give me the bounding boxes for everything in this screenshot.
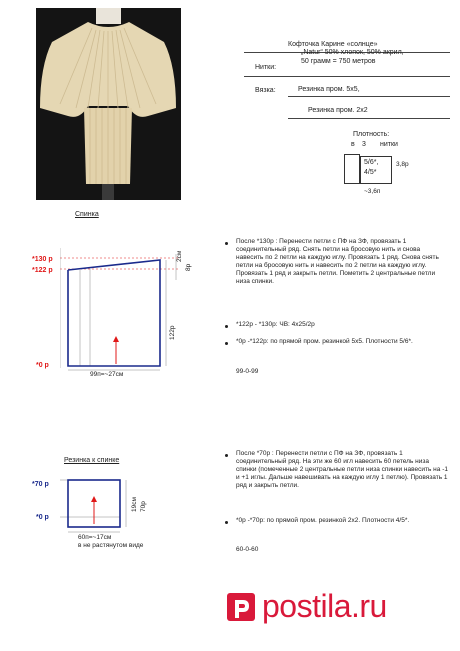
back-dim-8p: 8р: [185, 263, 192, 271]
gauge-row-2: 4/5*: [364, 169, 377, 176]
yarn-label: Нитки:: [255, 64, 277, 71]
rib-bullet-1: [225, 454, 228, 457]
back-label-130: *130 р: [32, 256, 53, 263]
knit-line-2: Резинка пром. 2х2: [308, 107, 368, 114]
yarn-line-1: „Natur“ 50% хлопок, 50% акрил,: [301, 49, 404, 56]
gauge-title: Плотность:: [353, 131, 390, 138]
back-instruction-1: После *130р : Перенести петли с ПФ на ЗФ, провязать 1 соединительный ряд. Снять петли на бросовую нить и снова навесить по 2 петли на каждую иглу. Провязать 1 ряд. Снова снять петли на бросовую нить и навесить по 2 петли на каждую иглу. Провязать 1 ряд и закрыть петли. Пометить 2 центральные петли низа спинки.: [236, 238, 439, 285]
back-instruction-3: *0р -*122р: по прямой пром. резинкой 5х5. Плотности 5/6*.: [236, 338, 413, 345]
back-label-0: *0 р: [36, 362, 49, 369]
rib-code: 60-0-60: [236, 546, 259, 553]
rib-label-0: *0 р: [36, 514, 49, 521]
gauge-threads-label: нитки: [380, 141, 398, 148]
watermark: postila.ru: [262, 588, 387, 624]
rib-dim-cm: 19см: [131, 497, 138, 512]
gauge-left-box: [344, 154, 360, 184]
back-dim-2cm: 2см: [176, 250, 183, 262]
sweater-photo: [36, 8, 181, 200]
rib-dim-note: в не растянутом виде: [78, 542, 144, 549]
back-dim-width: 99п=~27см: [90, 371, 124, 378]
rib-label-70: *70 р: [32, 481, 49, 488]
knit-underline-2: [288, 118, 450, 119]
back-bullet-1: [225, 242, 228, 245]
page-title: Кофточка Карине «солнце»: [288, 41, 378, 48]
back-bullet-3: [225, 342, 228, 345]
knit-underline-1: [288, 96, 450, 97]
gauge-bottom-value: ~3,6п: [364, 188, 381, 195]
knit-line-1: Резинка пром. 5х5,: [298, 86, 360, 93]
rib-dim-width: 60п=~17см: [78, 534, 112, 541]
back-label-122: *122 р: [32, 267, 53, 274]
knit-label: Вязка:: [255, 87, 276, 94]
postila-logo-icon: [226, 592, 256, 626]
rib-instruction-1: После *70р : Перенести петли с ПФ на ЗФ, провязать 1 соединительный ряд. На эти же 60 игл навесить 60 петель низа спинки (помеченные 2 центральные петли низа спинки навесить на -1 и +1 иглы. Дальше навешивать на каждую иглу 1 петлю). Провязать 1 ряд и закрыть петли.: [236, 450, 448, 489]
gauge-threads-count: 3: [362, 141, 366, 148]
rib-bullet-2: [225, 521, 228, 524]
back-heading: Спинка: [75, 211, 99, 218]
rib-dim-70p: 70р: [140, 501, 147, 512]
rib-heading: Резинка к спинке: [64, 457, 120, 464]
yarn-underline: [244, 76, 450, 77]
back-code: 99-0-99: [236, 368, 259, 375]
back-dim-122p: 122р: [169, 325, 176, 340]
gauge-side-value: 3,8р: [396, 161, 409, 168]
yarn-line-2: 50 грамм = 750 метров: [301, 58, 376, 65]
back-bullet-2: [225, 325, 228, 328]
gauge-row-1: 5/6*,: [364, 159, 379, 166]
rib-instruction-2: *0р -*70р: по прямой пром. резинкой 2х2. Плотности 4/5*.: [236, 517, 410, 524]
gauge-in: в: [351, 141, 355, 148]
back-instruction-2: *122р - *130р: ЧВ: 4х25/2р: [236, 321, 315, 328]
